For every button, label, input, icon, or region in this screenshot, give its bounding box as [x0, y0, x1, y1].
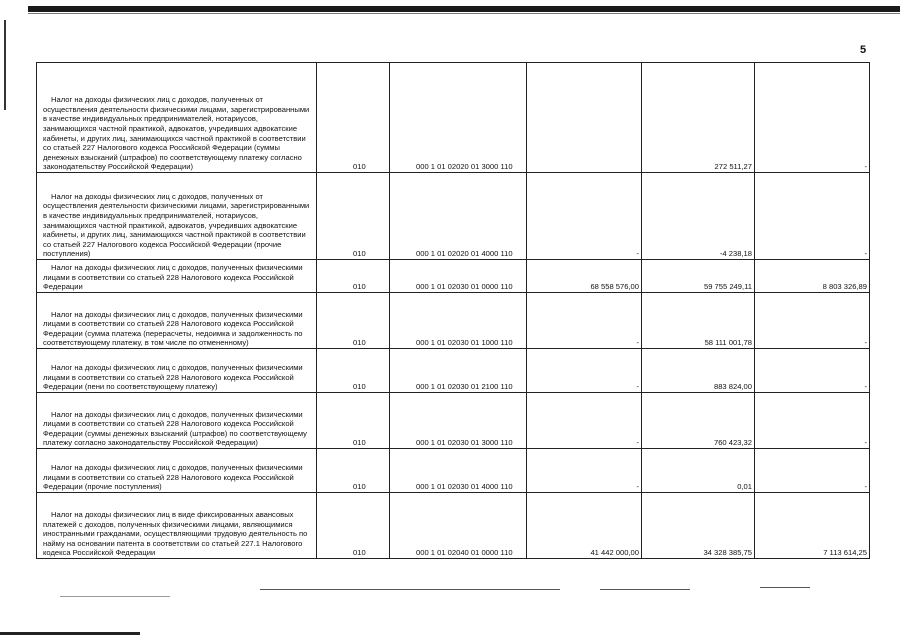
- row-executed: 760 423,32: [642, 393, 755, 449]
- scan-footer-line: [760, 587, 810, 588]
- row-not-executed: -: [755, 349, 870, 393]
- row-line-code: 010: [317, 293, 390, 349]
- row-name: Налог на доходы физических лиц с доходов, полученных физическими лицами в соответствии со статьей 228 Налогового кодекса Российской Федерации (пени по соответствующему платежу): [37, 349, 317, 393]
- table-row: [37, 63, 870, 173]
- row-approved: [527, 63, 642, 173]
- row-name: Налог на доходы физических лиц с доходов, полученных от осуществления деятельности физическими лицами, зарегистрированными в качестве индивидуальных предпринимателей, нотариусов, занимающихся частной практикой, адвокатов, учредивших адвокатские кабинеты, и других лиц, занимающихся частной практикой в соответствии со статьей 227 Налогового кодекса Российской Федерации (прочие поступления): [37, 173, 317, 260]
- scan-top-border: [28, 6, 900, 12]
- scan-footer-line: [60, 596, 170, 597]
- scan-top-border-shadow: [28, 13, 900, 14]
- row-line-code: 010: [317, 493, 390, 559]
- row-executed: 883 824,00: [642, 349, 755, 393]
- scan-left-mark: [4, 20, 6, 110]
- row-line-code: 010: [317, 349, 390, 393]
- row-budget-code: 000 1 01 02040 01 0000 110: [390, 493, 527, 559]
- row-budget-code: 000 1 01 02020 01 4000 110: [390, 173, 527, 260]
- row-executed: 59 755 249,11: [642, 260, 755, 293]
- page-number: 5: [860, 44, 867, 56]
- row-line-code: 010: [317, 393, 390, 449]
- scan-footer-line: [600, 589, 690, 590]
- table-row: [37, 173, 870, 260]
- row-approved: -: [527, 173, 642, 260]
- table-row: [37, 449, 870, 493]
- row-line-code: 010: [317, 260, 390, 293]
- row-not-executed: -: [755, 293, 870, 349]
- table-row: [37, 260, 870, 293]
- table-row: [37, 393, 870, 449]
- row-not-executed: -: [755, 449, 870, 493]
- row-executed: 58 111 001,78: [642, 293, 755, 349]
- row-not-executed: -: [755, 393, 870, 449]
- row-budget-code: 000 1 01 02030 01 1000 110: [390, 293, 527, 349]
- row-not-executed: 8 803 326,89: [755, 260, 870, 293]
- row-name: Налог на доходы физических лиц с доходов, полученных физическими лицами в соответствии со статьей 228 Налогового кодекса Российской Федерации (прочие поступления): [37, 449, 317, 493]
- row-executed: 0,01: [642, 449, 755, 493]
- row-name: Налог на доходы физических лиц с доходов, полученных физическими лицами в соответствии со статьей 228 Налогового кодекса Российской Федерации (суммы денежных взысканий (штрафов) по соответствующему платежу согласно законодательству Российской Федерации): [37, 393, 317, 449]
- table-row: [37, 293, 870, 349]
- row-budget-code: 000 1 01 02030 01 0000 110: [390, 260, 527, 293]
- row-executed: 34 328 385,75: [642, 493, 755, 559]
- row-approved: -: [527, 349, 642, 393]
- row-budget-code: 000 1 01 02030 01 3000 110: [390, 393, 527, 449]
- row-not-executed: 7 113 614,25: [755, 493, 870, 559]
- row-approved: -: [527, 393, 642, 449]
- row-name: Налог на доходы физических лиц с доходов, полученных физическими лицами в соответствии со статьей 228 Налогового кодекса Российской Федерации: [37, 260, 317, 293]
- row-approved: 68 558 576,00: [527, 260, 642, 293]
- table-row: [37, 349, 870, 393]
- row-not-executed: -: [755, 173, 870, 260]
- row-budget-code: 000 1 01 02030 01 2100 110: [390, 349, 527, 393]
- row-not-executed: -: [755, 63, 870, 173]
- row-name: Налог на доходы физических лиц с доходов, полученных от осуществления деятельности физическими лицами, зарегистрированными в качестве индивидуальных предпринимателей, нотариусов, занимающихся частной практикой, адвокатов, учредивших адвокатские кабинеты, и других лиц, занимающихся частной практикой в соответствии со статьей 227 Налогового кодекса Российской Федерации (суммы денежных взысканий (штрафов) по соответствующему платежу согласно законодательству Российской Федерации): [37, 63, 317, 173]
- row-line-code: 010: [317, 449, 390, 493]
- row-approved: -: [527, 293, 642, 349]
- row-executed: 272 511,27: [642, 63, 755, 173]
- scan-footer-line: [260, 589, 560, 590]
- row-line-code: 010: [317, 173, 390, 260]
- row-budget-code: 000 1 01 02030 01 4000 110: [390, 449, 527, 493]
- row-executed: -4 238,18: [642, 173, 755, 260]
- row-name: Налог на доходы физических лиц в виде фиксированных авансовых платежей с доходов, полученных физическими лицами, являющимися иностранными гражданами, осуществляющими трудовую деятельность по найму на основании патента в соответствии со статьей 227.1 Налогового кодекса Российской Федерации: [37, 493, 317, 559]
- row-budget-code: 000 1 01 02020 01 3000 110: [390, 63, 527, 173]
- row-approved: 41 442 000,00: [527, 493, 642, 559]
- revenue-table: [36, 62, 870, 559]
- scan-bottom-border: [0, 632, 140, 635]
- row-line-code: 010: [317, 63, 390, 173]
- row-approved: -: [527, 449, 642, 493]
- table-row: [37, 493, 870, 559]
- row-name: Налог на доходы физических лиц с доходов, полученных физическими лицами в соответствии со статьей 228 Налогового кодекса Российской Федерации (сумма платежа (перерасчеты, недоимка и задолженность по соответствующему платежу, в том числе по отмененному): [37, 293, 317, 349]
